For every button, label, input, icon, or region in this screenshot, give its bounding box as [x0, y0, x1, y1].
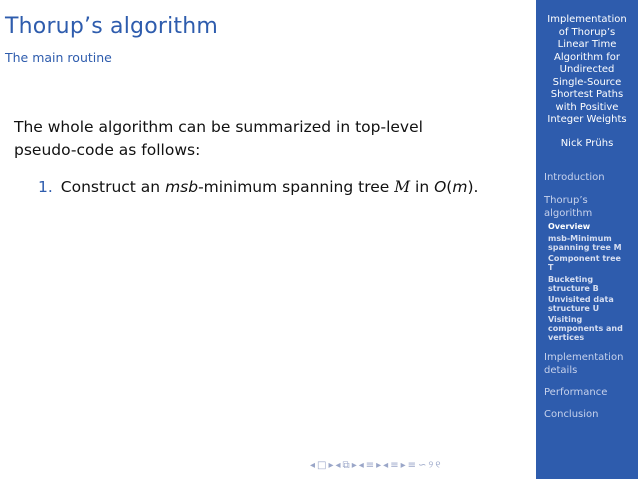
frame-title: Thorup’s algorithm [5, 14, 219, 39]
sidebar-subsection-bucketing-structure[interactable] [548, 276, 634, 294]
list-text-m-symbol: M [394, 178, 411, 196]
list-text-m: m [452, 178, 468, 196]
list-text-msb: msb [165, 178, 199, 196]
sidebar-title-line: Implementation [547, 14, 627, 25]
nav-prev-part-icon[interactable]: ◂ [383, 460, 389, 471]
list-text-e: in [410, 178, 435, 196]
nav-section-icon[interactable]: ≡ [365, 460, 375, 471]
intro-line-1: The whole algorithm can be summarized in top-level [14, 118, 423, 136]
nav-next-frame-icon[interactable]: ▸ [328, 460, 334, 471]
sidebar-subsection-component-tree[interactable] [548, 255, 634, 273]
nav-next-subsection-icon[interactable]: ▸ [351, 460, 357, 471]
list-text-c: -minimum spanning tree [198, 178, 395, 196]
sidebar-title-line: Integer Weights [547, 114, 627, 125]
sidebar-section-performance[interactable]: Performance [544, 387, 608, 398]
sidebar-subsection-label: Unvisited data [548, 295, 614, 304]
sidebar-section-thorups-algorithm[interactable] [544, 195, 634, 220]
sidebar-section-label: details [544, 364, 578, 376]
list-number: 1. [38, 178, 53, 196]
sidebar-subsection-label: Bucketing [548, 275, 594, 284]
sidebar-section-label: Implementation [544, 352, 624, 363]
nav-next-section-icon[interactable]: ▸ [376, 460, 382, 471]
nav-next-part-icon[interactable]: ▸ [400, 460, 406, 471]
sidebar-author: Nick Prühs [560, 138, 614, 149]
frame-subtitle: The main routine [5, 50, 112, 65]
sidebar-subsection-label: spanning tree M [548, 242, 622, 252]
nav-prev-frame-icon[interactable]: ◂ [310, 460, 316, 471]
sidebar-title-line: Single-Source [552, 76, 622, 88]
list-text-g: ( [446, 178, 453, 196]
sidebar-subsection-label: structure B [548, 283, 599, 293]
sidebar-subsection-label: Visiting [548, 315, 583, 324]
list-text-o: O [434, 178, 447, 196]
list-item [38, 176, 528, 198]
sidebar-presentation-title[interactable] [540, 14, 634, 127]
sidebar-title-line: Algorithm for [554, 51, 620, 63]
sidebar-title-line: of Thorup’s [558, 26, 616, 38]
sidebar-section-label: Thorup’s [544, 195, 588, 206]
sidebar [536, 0, 638, 479]
nav-search-left-icon[interactable]: ୨ [428, 460, 434, 471]
sidebar-subsection-overview[interactable]: Overview [548, 222, 591, 231]
sidebar-title-line: Shortest Paths [550, 89, 624, 100]
sidebar-subsection-label: structure U [548, 303, 600, 313]
sidebar-title-line: Undirected [559, 64, 615, 75]
sidebar-section-introduction[interactable]: Introduction [544, 172, 605, 183]
nav-back-icon[interactable]: ∽ [418, 460, 427, 471]
beamer-navigation [310, 460, 441, 471]
intro-line-2: pseudo-code as follows: [14, 141, 201, 159]
sidebar-subsection-label: msb-Minimum [548, 234, 612, 243]
sidebar-subsection-label: components and [548, 323, 623, 333]
list-text-a: Construct an [60, 178, 166, 196]
sidebar-section-conclusion[interactable]: Conclusion [544, 409, 599, 420]
sidebar-title-line: Linear Time [557, 39, 617, 50]
sidebar-subsection-label: Component tree [548, 254, 621, 263]
nav-toc-icon[interactable]: ≡ [407, 460, 417, 471]
sidebar-subsection-unvisited-structure[interactable] [548, 296, 634, 314]
sidebar-section-label: algorithm [544, 207, 593, 219]
nav-prev-section-icon[interactable]: ◂ [358, 460, 364, 471]
sidebar-section-implementation-details[interactable] [544, 352, 634, 377]
nav-search-right-icon[interactable]: ୧ [435, 460, 441, 471]
sidebar-subsection-label: vertices [548, 332, 585, 342]
list-text-i: ). [467, 178, 479, 196]
nav-subsection-icon[interactable]: ⧉ [342, 460, 350, 471]
nav-prev-subsection-icon[interactable]: ◂ [335, 460, 341, 471]
sidebar-title-line: with Positive [555, 101, 619, 113]
sidebar-subsection-msb-mst[interactable] [548, 235, 634, 253]
intro-paragraph [14, 116, 494, 162]
nav-frame-icon[interactable]: □ [317, 460, 327, 471]
sidebar-subsection-visiting[interactable] [548, 316, 634, 342]
nav-part-icon[interactable]: ≡ [390, 460, 399, 471]
sidebar-subsection-label: T [548, 262, 554, 272]
